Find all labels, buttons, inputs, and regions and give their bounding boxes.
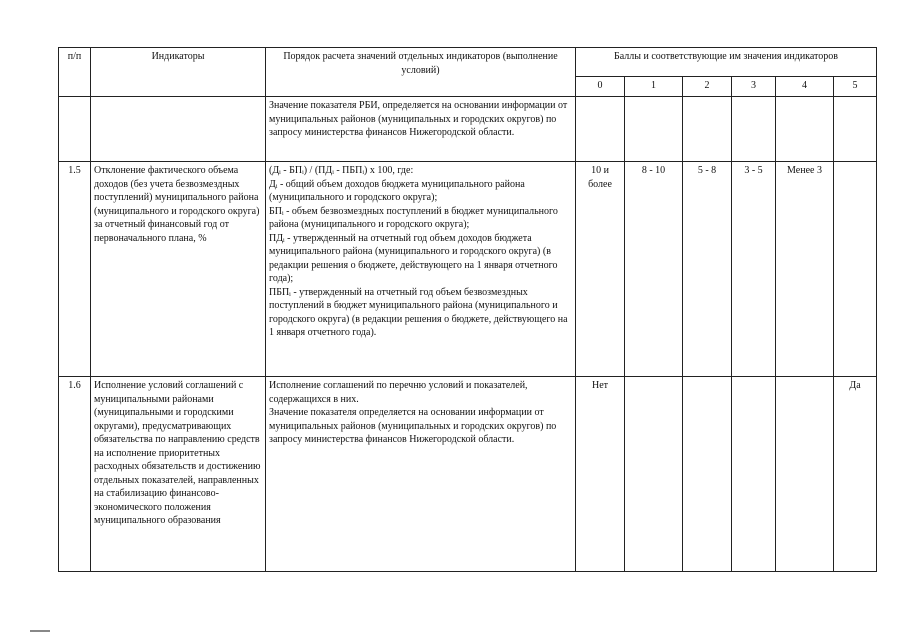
row-score-4 [776, 97, 834, 162]
row-score-2 [683, 377, 732, 572]
header-score-1: 1 [625, 77, 683, 97]
row-calc: Исполнение соглашений по перечню условий и показателей, содержащихся в них. Значение показателя определяется на основании информации от муниципальных районов (муниципальных и городских округов) по запросу министерства финансов Нижегородской области. [266, 377, 576, 572]
table-row [59, 377, 877, 572]
row-num: 1.6 [59, 377, 91, 572]
header-score-4: 4 [776, 77, 834, 97]
table-row [59, 162, 877, 377]
row-num [59, 97, 91, 162]
row-score-4: Менее 3 [776, 162, 834, 377]
row-score-3 [732, 97, 776, 162]
row-indicator: Отклонение фактического объема доходов (без учета безвозмездных поступлений) муниципального района (муниципального и городского округа) за отчетный финансовый год от первоначального плана, % [91, 162, 266, 377]
row-score-3 [732, 377, 776, 572]
header-score-0: 0 [576, 77, 625, 97]
row-score-0: 10 и более [576, 162, 625, 377]
table-row [59, 97, 877, 162]
header-indicators: Индикаторы [91, 48, 266, 97]
row-score-5 [834, 97, 877, 162]
row-score-2 [683, 97, 732, 162]
row-calc: (Дᵢ - БПᵢ) / (ПДᵢ - ПБПᵢ) x 100, где: Дᵢ - общий объем доходов бюджета муниципального района (муниципального и городского округа); БПᵢ - объем безвозмездных поступлений в бюджет муниципального района (муниципального и городского округа); ПДᵢ - утвержденный на отчетный год объем доходов бюджета муниципального района (муниципального и городского округа) (в редакции решения о бюджете, действующего на 1 января отчетного года); ПБПᵢ - утвержденный на отчетный год объем безвозмездных поступлений в бюджет муниципального района (муниципального и городского округа) (в редакции решения о бюджете, действующего на 1 января отчетного года). [266, 162, 576, 377]
indicators-table [58, 47, 877, 572]
header-score-2: 2 [683, 77, 732, 97]
row-indicator: Исполнение условий соглашений с муниципальными районами (муниципальными и городскими округами), предусматривающих обязательства по направлению средств на исполнение приоритетных расходных обязательств и достижению отдельных показателей, направленных на стабилизацию финансово-экономического положения муниципального образования [91, 377, 266, 572]
header-scores: Баллы и соответствующие им значения индикаторов [576, 48, 877, 77]
row-score-5: Да [834, 377, 877, 572]
row-calc: Значение показателя РБИ, определяется на основании информации от муниципальных районов (муниципальных и городских округов) по запросу министерства финансов Нижегородской области. [266, 97, 576, 162]
row-score-3: 3 - 5 [732, 162, 776, 377]
header-num: п/п [59, 48, 91, 97]
page-edge-mark [30, 630, 50, 632]
header-calc: Порядок расчета значений отдельных индикаторов (выполнение условий) [266, 48, 576, 97]
row-num: 1.5 [59, 162, 91, 377]
row-score-2: 5 - 8 [683, 162, 732, 377]
row-score-4 [776, 377, 834, 572]
row-score-5 [834, 162, 877, 377]
row-score-0 [576, 97, 625, 162]
row-indicator [91, 97, 266, 162]
row-score-1: 8 - 10 [625, 162, 683, 377]
row-score-1 [625, 97, 683, 162]
row-score-1 [625, 377, 683, 572]
header-score-3: 3 [732, 77, 776, 97]
header-score-5: 5 [834, 77, 877, 97]
row-score-0: Нет [576, 377, 625, 572]
header-row [59, 48, 877, 77]
